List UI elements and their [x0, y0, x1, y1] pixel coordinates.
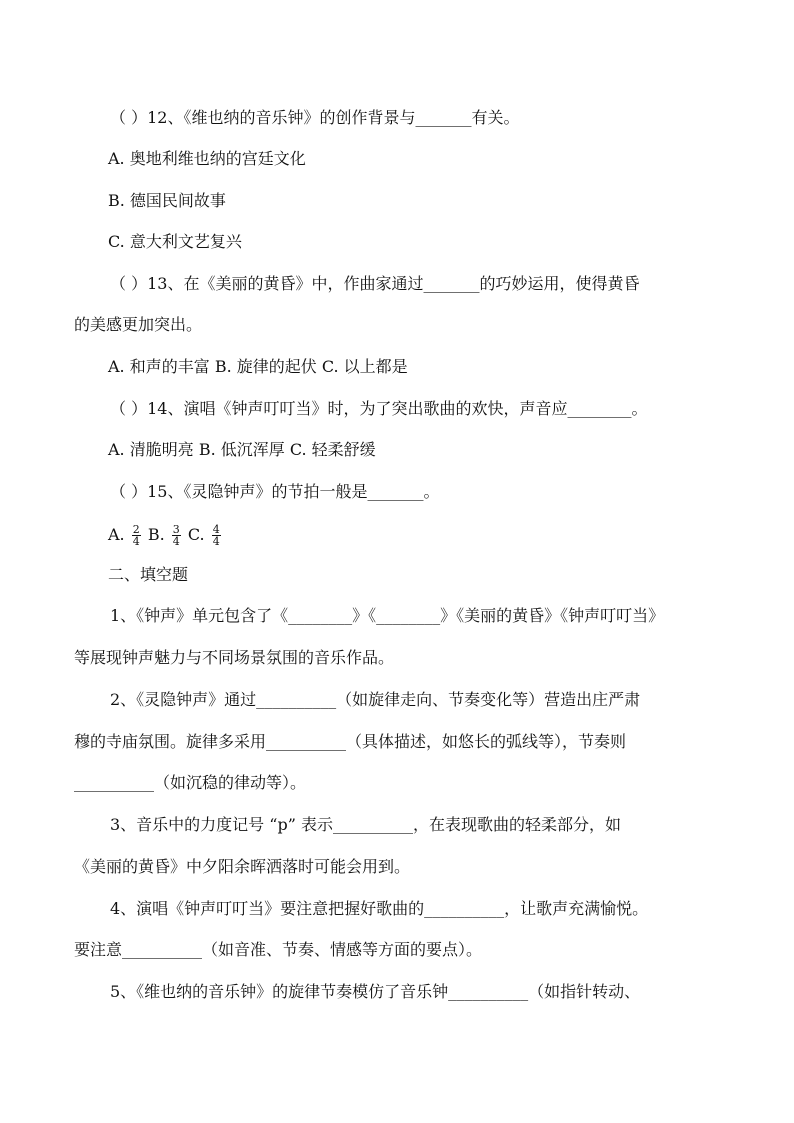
fill-item-5-line1: 5、《维也纳的音乐钟》的旋律节奏模仿了音乐钟__________（如指针转动、 — [110, 982, 641, 1001]
question-12-option-a: A. 奥地利维也纳的宫廷文化 — [108, 149, 306, 168]
question-12-option-b: B. 德国民间故事 — [108, 191, 226, 210]
question-13-options: A. 和声的丰富 B. 旋律的起伏 C. 以上都是 — [108, 357, 408, 376]
fill-item-2-line2: 穆的寺庙氛围。旋律多采用__________（具体描述，如悠长的弧线等），节奏则 — [74, 732, 627, 751]
question-14-options: A. 清脆明亮 B. 低沉浑厚 C. 轻柔舒缓 — [108, 440, 376, 459]
fill-item-3-line2: 《美丽的黄昏》中夕阳余晖洒落时可能会用到。 — [74, 857, 411, 876]
fill-item-1-line2: 等展现钟声魅力与不同场景氛围的音乐作品。 — [74, 648, 395, 667]
section-2-heading: 二、填空题 — [108, 565, 189, 584]
question-15-options — [0, 520, 794, 550]
fill-item-2-line3: __________（如沉稳的律动等）。 — [74, 773, 307, 792]
fraction-2-4 — [132, 524, 141, 547]
fraction-numerator: 3 — [172, 523, 180, 536]
fraction-3-4 — [172, 524, 181, 547]
question-15-stem: （ ）15、《灵隐钟声》的节拍一般是_______。 — [110, 482, 440, 501]
question-13-stem-line2: 的美感更加突出。 — [74, 315, 203, 334]
fraction-numerator: 4 — [212, 523, 220, 536]
fraction-numerator: 2 — [132, 523, 140, 536]
fraction-denominator: 4 — [212, 535, 220, 548]
question-12-stem: （ ）12、《维也纳的音乐钟》的创作背景与_______有关。 — [110, 108, 520, 127]
question-15-option-b-label: B. — [147, 525, 165, 544]
fill-item-4-line2: 要注意__________（如音准、节奏、情感等方面的要点）。 — [74, 940, 483, 959]
fill-item-1-line1: 1、《钟声》单元包含了《________》《________》《美丽的黄昏》《钟声叮叮当》 — [110, 606, 665, 625]
question-13-stem-line1: （ ）13、在《美丽的黄昏》中，作曲家通过_______的巧妙运用，使得黄昏 — [110, 274, 640, 293]
question-15-option-c-label: C. — [187, 525, 205, 544]
fill-item-4-line1: 4、演唱《钟声叮叮当》要注意把握好歌曲的__________，让歌声充满愉悦。 — [110, 899, 649, 918]
question-14-stem: （ ）14、演唱《钟声叮叮当》时，为了突出歌曲的欢快，声音应________。 — [110, 399, 648, 418]
fraction-denominator: 4 — [132, 535, 140, 548]
fraction-denominator: 4 — [172, 535, 180, 548]
fill-item-2-line1: 2、《灵隐钟声》通过__________（如旋律走向、节奏变化等）营造出庄严肃 — [110, 690, 641, 709]
fraction-4-4 — [212, 524, 221, 547]
question-15-option-a-label: A. — [108, 525, 125, 544]
fill-item-3-line1: 3、音乐中的力度记号 “p” 表示__________，在表现歌曲的轻柔部分，如 — [110, 815, 621, 834]
question-12-option-c: C. 意大利文艺复兴 — [108, 232, 242, 251]
